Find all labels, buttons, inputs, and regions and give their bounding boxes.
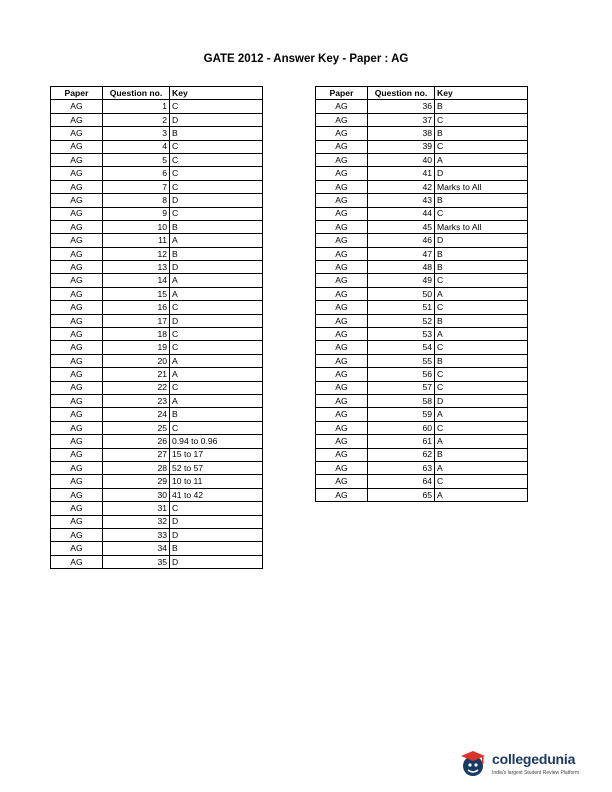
cell-paper: AG: [316, 180, 368, 193]
cell-paper: AG: [51, 528, 103, 541]
table-row: [51, 247, 263, 260]
table-row: [51, 341, 263, 354]
cell-question-no: 32: [103, 515, 170, 528]
cell-paper: AG: [51, 287, 103, 300]
cell-paper: AG: [51, 461, 103, 474]
cell-paper: AG: [316, 127, 368, 140]
cell-paper: AG: [51, 328, 103, 341]
cell-question-no: 45: [368, 220, 435, 233]
cell-key: D: [170, 314, 263, 327]
cell-paper: AG: [316, 461, 368, 474]
table-row: [316, 368, 528, 381]
table-row: [316, 475, 528, 488]
table-row: [51, 153, 263, 166]
table-row: [51, 127, 263, 140]
cell-question-no: 56: [368, 368, 435, 381]
table-row: [316, 207, 528, 220]
cell-question-no: 23: [103, 394, 170, 407]
table-row: [51, 555, 263, 568]
cell-key: C: [170, 140, 263, 153]
cell-question-no: 48: [368, 261, 435, 274]
cell-key: A: [170, 287, 263, 300]
cell-question-no: 38: [368, 127, 435, 140]
table-row: [316, 314, 528, 327]
cell-question-no: 49: [368, 274, 435, 287]
cell-key: C: [435, 421, 528, 434]
table-row: [316, 274, 528, 287]
table-row: [51, 180, 263, 193]
table-row: [51, 140, 263, 153]
cell-question-no: 2: [103, 113, 170, 126]
header-question: Question no.: [103, 87, 170, 100]
table-row: [316, 461, 528, 474]
cell-paper: AG: [51, 140, 103, 153]
cell-key: B: [170, 127, 263, 140]
cell-question-no: 6: [103, 167, 170, 180]
cell-key: C: [170, 381, 263, 394]
cell-question-no: 24: [103, 408, 170, 421]
cell-question-no: 59: [368, 408, 435, 421]
cell-key: C: [435, 301, 528, 314]
table-row: [316, 220, 528, 233]
table-row: [51, 167, 263, 180]
cell-question-no: 35: [103, 555, 170, 568]
answer-key-table-right: [315, 86, 528, 502]
cell-key: 10 to 11: [170, 475, 263, 488]
cell-key: B: [170, 247, 263, 260]
table-row: [51, 234, 263, 247]
cell-question-no: 52: [368, 314, 435, 327]
table-row: [316, 408, 528, 421]
cell-question-no: 30: [103, 488, 170, 501]
cell-question-no: 41: [368, 167, 435, 180]
cell-question-no: 18: [103, 328, 170, 341]
cell-question-no: 60: [368, 421, 435, 434]
cell-question-no: 53: [368, 328, 435, 341]
cell-paper: AG: [316, 328, 368, 341]
cell-key: B: [435, 448, 528, 461]
cell-paper: AG: [51, 448, 103, 461]
cell-key: A: [435, 287, 528, 300]
cell-paper: AG: [316, 220, 368, 233]
cell-question-no: 10: [103, 220, 170, 233]
cell-paper: AG: [51, 127, 103, 140]
cell-question-no: 1: [103, 100, 170, 113]
cell-question-no: 57: [368, 381, 435, 394]
cell-key: D: [170, 555, 263, 568]
cell-question-no: 28: [103, 461, 170, 474]
header-key: Key: [435, 87, 528, 100]
table-row: [316, 261, 528, 274]
cell-key: C: [435, 207, 528, 220]
cell-question-no: 27: [103, 448, 170, 461]
cell-paper: AG: [316, 381, 368, 394]
cell-paper: AG: [51, 515, 103, 528]
table-row: [51, 515, 263, 528]
collegedunia-brand: [458, 748, 598, 782]
table-row: [316, 247, 528, 260]
table-row: [51, 314, 263, 327]
cell-paper: AG: [316, 287, 368, 300]
cell-question-no: 9: [103, 207, 170, 220]
cell-key: B: [435, 354, 528, 367]
table-header-row: [316, 87, 528, 100]
cell-key: C: [170, 180, 263, 193]
cell-key: D: [170, 528, 263, 541]
cell-question-no: 39: [368, 140, 435, 153]
table-row: [316, 127, 528, 140]
cell-question-no: 62: [368, 448, 435, 461]
cell-paper: AG: [316, 448, 368, 461]
header-key: Key: [170, 87, 263, 100]
cell-question-no: 33: [103, 528, 170, 541]
table-row: [316, 328, 528, 341]
cell-question-no: 14: [103, 274, 170, 287]
table-row: [316, 180, 528, 193]
table-row: [51, 354, 263, 367]
cell-question-no: 47: [368, 247, 435, 260]
cell-key: B: [170, 542, 263, 555]
cell-key: D: [435, 234, 528, 247]
cell-question-no: 4: [103, 140, 170, 153]
table-row: [51, 528, 263, 541]
cell-paper: AG: [316, 368, 368, 381]
cell-key: A: [170, 274, 263, 287]
table-row: [51, 381, 263, 394]
cell-key: 41 to 42: [170, 488, 263, 501]
cell-paper: AG: [316, 301, 368, 314]
cell-question-no: 20: [103, 354, 170, 367]
cell-key: C: [435, 274, 528, 287]
table-row: [51, 113, 263, 126]
cell-paper: AG: [51, 421, 103, 434]
cell-paper: AG: [316, 100, 368, 113]
brand-tagline: India's largest Student Review Platform: [492, 770, 580, 776]
cell-paper: AG: [316, 421, 368, 434]
cell-key: A: [435, 461, 528, 474]
cell-key: C: [170, 341, 263, 354]
table-row: [51, 274, 263, 287]
cell-paper: AG: [51, 113, 103, 126]
cell-question-no: 44: [368, 207, 435, 220]
cell-key: Marks to All: [435, 180, 528, 193]
table-row: [51, 220, 263, 233]
cell-paper: AG: [51, 247, 103, 260]
cell-paper: AG: [316, 194, 368, 207]
cell-question-no: 34: [103, 542, 170, 555]
table-row: [51, 448, 263, 461]
cell-question-no: 61: [368, 435, 435, 448]
cell-key: C: [435, 368, 528, 381]
cell-question-no: 5: [103, 153, 170, 166]
cell-key: A: [170, 394, 263, 407]
cell-paper: AG: [316, 261, 368, 274]
cell-question-no: 31: [103, 502, 170, 515]
cell-key: C: [170, 207, 263, 220]
cell-paper: AG: [51, 354, 103, 367]
cell-question-no: 26: [103, 435, 170, 448]
cell-paper: AG: [316, 435, 368, 448]
table-row: [51, 502, 263, 515]
cell-paper: AG: [51, 381, 103, 394]
table-row: [316, 194, 528, 207]
cell-key: B: [435, 127, 528, 140]
cell-question-no: 22: [103, 381, 170, 394]
cell-paper: AG: [316, 341, 368, 354]
table-row: [51, 368, 263, 381]
header-question: Question no.: [368, 87, 435, 100]
cell-key: C: [170, 328, 263, 341]
cell-question-no: 63: [368, 461, 435, 474]
cell-key: D: [170, 113, 263, 126]
table-header-row: [51, 87, 263, 100]
table-row: [316, 287, 528, 300]
cell-paper: AG: [51, 314, 103, 327]
cell-paper: AG: [51, 408, 103, 421]
cell-key: B: [170, 408, 263, 421]
cell-key: B: [435, 100, 528, 113]
cell-key: A: [435, 435, 528, 448]
cell-paper: AG: [316, 314, 368, 327]
table-row: [316, 234, 528, 247]
cell-question-no: 36: [368, 100, 435, 113]
cell-paper: AG: [51, 394, 103, 407]
cell-paper: AG: [316, 274, 368, 287]
cell-paper: AG: [51, 274, 103, 287]
cell-key: D: [170, 515, 263, 528]
cell-key: B: [435, 314, 528, 327]
cell-question-no: 25: [103, 421, 170, 434]
cell-key: A: [170, 354, 263, 367]
cell-paper: AG: [51, 475, 103, 488]
cell-key: C: [170, 153, 263, 166]
table-row: [51, 408, 263, 421]
cell-paper: AG: [316, 153, 368, 166]
cell-question-no: 8: [103, 194, 170, 207]
cell-paper: AG: [316, 475, 368, 488]
cell-paper: AG: [316, 234, 368, 247]
cell-question-no: 55: [368, 354, 435, 367]
cell-paper: AG: [51, 194, 103, 207]
table-row: [316, 448, 528, 461]
table-row: [316, 167, 528, 180]
cell-key: C: [435, 341, 528, 354]
table-row: [316, 341, 528, 354]
answer-key-table-left: [50, 86, 263, 569]
cell-paper: AG: [316, 113, 368, 126]
cell-question-no: 21: [103, 368, 170, 381]
cell-paper: AG: [51, 542, 103, 555]
cell-key: C: [170, 167, 263, 180]
cell-key: A: [170, 368, 263, 381]
cell-paper: AG: [316, 394, 368, 407]
cell-question-no: 19: [103, 341, 170, 354]
cell-paper: AG: [51, 502, 103, 515]
graduation-cap-logo-icon: [458, 748, 488, 778]
cell-paper: AG: [51, 167, 103, 180]
table-row: [316, 435, 528, 448]
cell-question-no: 7: [103, 180, 170, 193]
cell-question-no: 46: [368, 234, 435, 247]
cell-paper: AG: [316, 247, 368, 260]
table-row: [51, 301, 263, 314]
cell-key: C: [435, 381, 528, 394]
cell-key: C: [170, 502, 263, 515]
cell-question-no: 13: [103, 261, 170, 274]
cell-key: A: [435, 408, 528, 421]
cell-key: A: [435, 488, 528, 501]
cell-question-no: 65: [368, 488, 435, 501]
cell-question-no: 12: [103, 247, 170, 260]
cell-paper: AG: [316, 354, 368, 367]
cell-paper: AG: [51, 220, 103, 233]
cell-paper: AG: [51, 301, 103, 314]
table-row: [51, 461, 263, 474]
cell-question-no: 11: [103, 234, 170, 247]
cell-key: C: [435, 140, 528, 153]
cell-question-no: 17: [103, 314, 170, 327]
cell-question-no: 43: [368, 194, 435, 207]
cell-paper: AG: [316, 408, 368, 421]
cell-key: 52 to 57: [170, 461, 263, 474]
cell-key: B: [435, 247, 528, 260]
cell-paper: AG: [51, 153, 103, 166]
cell-key: C: [170, 301, 263, 314]
cell-key: D: [170, 261, 263, 274]
table-row: [51, 488, 263, 501]
cell-paper: AG: [51, 234, 103, 247]
cell-question-no: 16: [103, 301, 170, 314]
table-row: [51, 328, 263, 341]
cell-question-no: 15: [103, 287, 170, 300]
cell-paper: AG: [51, 488, 103, 501]
cell-question-no: 42: [368, 180, 435, 193]
cell-key: B: [170, 220, 263, 233]
table-row: [51, 261, 263, 274]
table-row: [316, 140, 528, 153]
cell-key: 0.94 to 0.96: [170, 435, 263, 448]
cell-paper: AG: [316, 167, 368, 180]
cell-paper: AG: [316, 488, 368, 501]
cell-key: D: [435, 394, 528, 407]
table-row: [316, 381, 528, 394]
header-paper: Paper: [51, 87, 103, 100]
cell-question-no: 40: [368, 153, 435, 166]
cell-key: 15 to 17: [170, 448, 263, 461]
page-title: GATE 2012 - Answer Key - Paper : AG: [203, 53, 409, 65]
cell-paper: AG: [51, 180, 103, 193]
cell-question-no: 58: [368, 394, 435, 407]
table-row: [316, 301, 528, 314]
cell-key: C: [170, 100, 263, 113]
cell-question-no: 3: [103, 127, 170, 140]
cell-question-no: 29: [103, 475, 170, 488]
cell-key: C: [435, 475, 528, 488]
cell-paper: AG: [51, 261, 103, 274]
brand-name: collegedunia: [492, 751, 576, 767]
table-row: [316, 421, 528, 434]
table-row: [316, 100, 528, 113]
header-paper: Paper: [316, 87, 368, 100]
cell-paper: AG: [316, 207, 368, 220]
table-row: [51, 542, 263, 555]
cell-paper: AG: [51, 100, 103, 113]
table-row: [51, 287, 263, 300]
cell-key: D: [435, 167, 528, 180]
table-row: [316, 394, 528, 407]
cell-paper: AG: [51, 207, 103, 220]
cell-paper: AG: [51, 435, 103, 448]
cell-paper: AG: [51, 368, 103, 381]
cell-paper: AG: [51, 341, 103, 354]
cell-question-no: 51: [368, 301, 435, 314]
cell-question-no: 37: [368, 113, 435, 126]
cell-key: Marks to All: [435, 220, 528, 233]
table-row: [316, 488, 528, 501]
table-row: [51, 207, 263, 220]
cell-key: A: [435, 328, 528, 341]
cell-key: A: [435, 153, 528, 166]
table-row: [51, 100, 263, 113]
cell-question-no: 64: [368, 475, 435, 488]
table-row: [316, 113, 528, 126]
cell-key: B: [435, 194, 528, 207]
table-row: [316, 354, 528, 367]
table-row: [51, 435, 263, 448]
table-row: [51, 194, 263, 207]
cell-paper: AG: [51, 555, 103, 568]
cell-question-no: 50: [368, 287, 435, 300]
table-row: [51, 421, 263, 434]
cell-paper: AG: [316, 140, 368, 153]
cell-question-no: 54: [368, 341, 435, 354]
table-row: [51, 475, 263, 488]
cell-key: C: [435, 113, 528, 126]
cell-key: B: [435, 261, 528, 274]
cell-key: D: [170, 194, 263, 207]
table-row: [51, 394, 263, 407]
cell-key: A: [170, 234, 263, 247]
table-row: [316, 153, 528, 166]
cell-key: C: [170, 421, 263, 434]
